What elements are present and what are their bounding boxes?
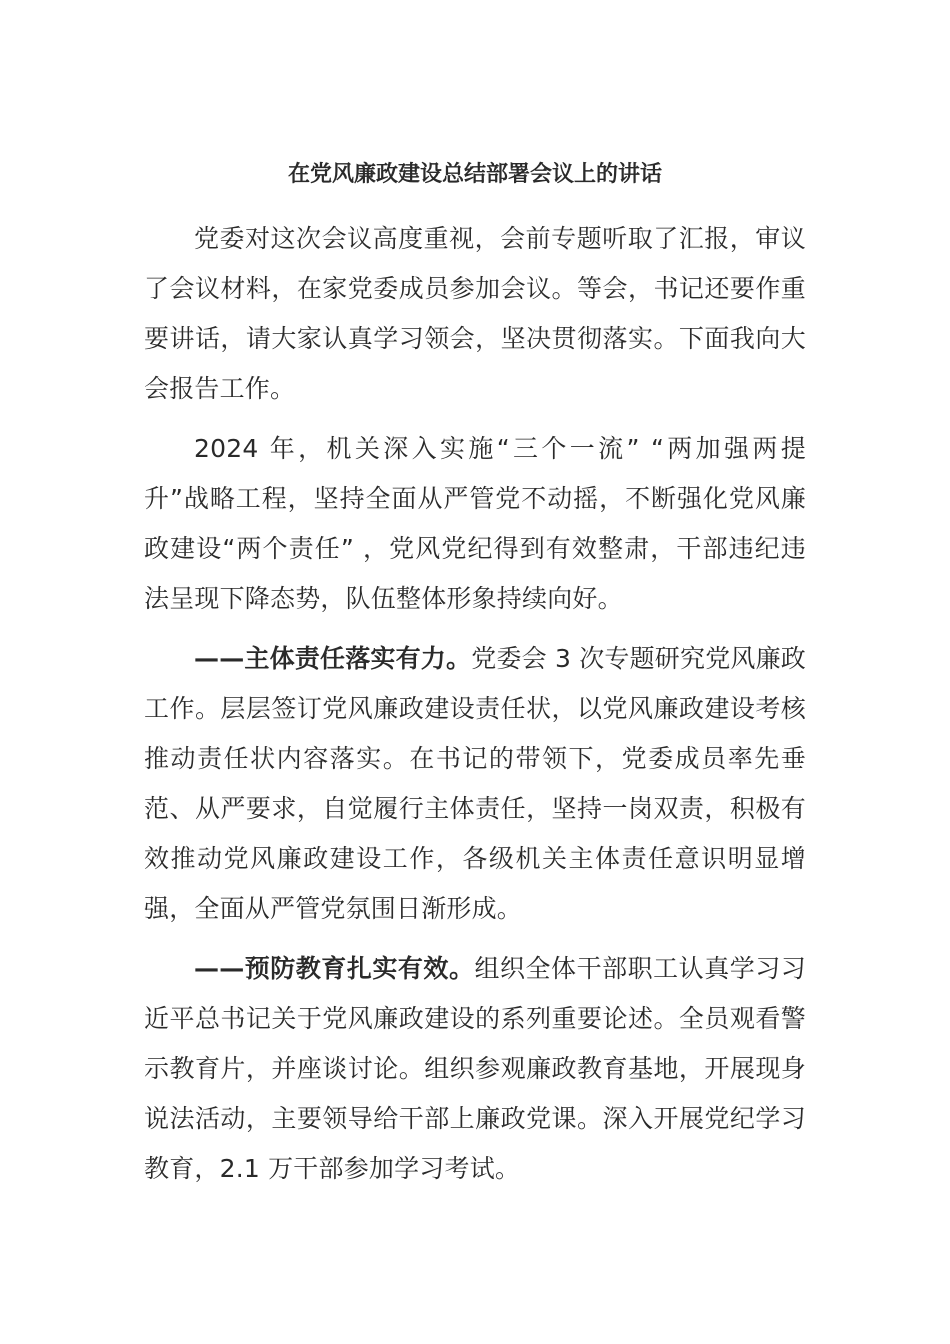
paragraph-main-responsibility — [144, 634, 806, 934]
paragraph-summary-2024 — [144, 424, 806, 624]
paragraph-lead: ——主体责任落实有力。 — [194, 644, 472, 673]
paragraph-prevention-education — [144, 944, 806, 1194]
paragraph-intro — [144, 214, 806, 414]
paragraph-text: 党委会 3 次专题研究党风廉政工作。层层签订党风廉政建设责任状，以党风廉政建设考核推动责任状内容落实。在书记的带领下，党委成员率先垂范、从严要求，自觉履行主体责任，坚持一岗双责，积极有效推动党风廉政建设工作，各级机关主体责任意识明显增强，全面从严管党氛围日渐形成。 — [144, 644, 807, 923]
paragraph-text: 2024 年，机关深入实施“三个一流” “两加强两提升”战略工程，坚持全面从严管党不动摇，不断强化党风廉政建设“两个责任” ，党风党纪得到有效整肃，干部违纪违法呈现下降态势，队伍整体形象持续向好。 — [144, 434, 806, 613]
document-title: 在党风廉政建设总结部署会议上的讲话 — [287, 162, 662, 187]
document-body — [144, 214, 806, 1204]
paragraph-text: 党委对这次会议高度重视，会前专题听取了汇报，审议了会议材料，在家党委成员参加会议。等会，书记还要作重要讲话，请大家认真学习领会，坚决贯彻落实。下面我向大会报告工作。 — [144, 224, 806, 403]
paragraph-text: 组织全体干部职工认真学习习近平总书记关于党风廉政建设的系列重要论述。全员观看警示教育片，并座谈讨论。组织参观廉政教育基地，开展现身说法活动，主要领导给干部上廉政党课。深入开展党纪学习教育，2.1 万干部参加学习考试。 — [144, 954, 806, 1183]
paragraph-lead: ——预防教育扎实有效。 — [194, 954, 475, 983]
